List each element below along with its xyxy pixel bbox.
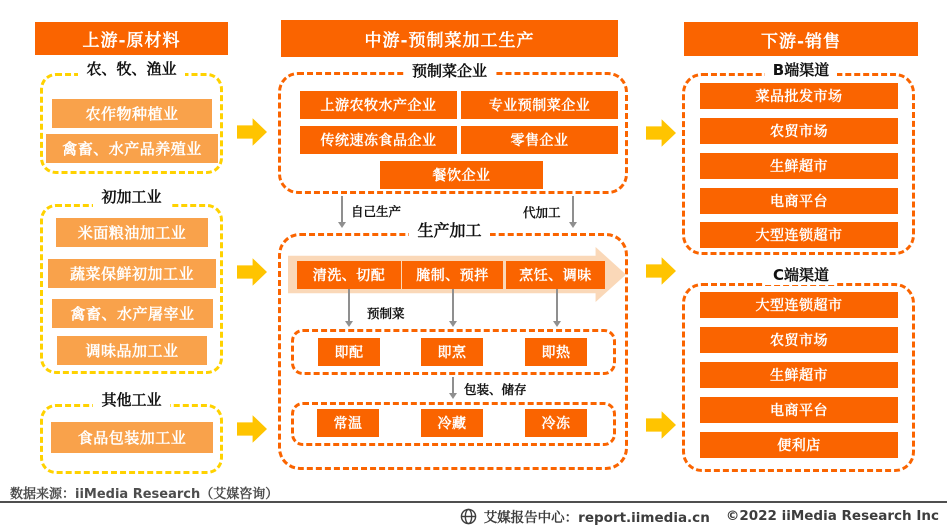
upstream-group-title-primary-processing [35, 188, 228, 207]
flow-arrow-right-icon [237, 257, 267, 287]
report-center-text: 艾媒报告中心：report.iimedia.cn [483, 510, 710, 526]
packaging-storage-label: 包装、储存 [464, 382, 527, 397]
upstream-item: 农作物种植业 [52, 99, 212, 128]
b-channel-item: 电商平台 [700, 188, 898, 214]
upstream-header: 上游-原材料 [35, 22, 228, 55]
process-step: 腌制、预拌 [402, 261, 503, 289]
c-channel-item: 生鲜超市 [700, 362, 898, 388]
storage-mode-item: 冷冻 [525, 409, 587, 437]
processing-group-title-label: 生产加工 [409, 221, 489, 240]
upstream-item: 食品包装加工业 [51, 422, 213, 453]
enterprise-item: 传统速冻食品企业 [300, 126, 457, 154]
c-channel-group-title [684, 266, 918, 285]
flow-arrow-right-icon [646, 256, 676, 286]
flow-arrow-right-icon [237, 117, 267, 147]
upstream-item: 禽畜、水产屠宰业 [52, 299, 213, 328]
enterprise-item: 专业预制菜企业 [461, 91, 618, 119]
upstream-group-title-farming [35, 60, 228, 79]
upstream-group-title-other-industry [35, 391, 228, 410]
c-channel-item: 电商平台 [700, 397, 898, 423]
down-arrow-icon [452, 289, 454, 325]
self-production-label: 自己生产 [351, 204, 402, 219]
enterprise-item: 零售企业 [461, 126, 618, 154]
down-arrow-icon [556, 289, 558, 325]
data-source-text: 数据来源：iiMedia Research（艾媒咨询） [10, 487, 279, 502]
c-channel-item: 便利店 [700, 432, 898, 458]
down-arrow-icon [348, 289, 350, 325]
b-channel-item: 菜品批发市场 [700, 83, 898, 109]
upstream-group-title-farming-label: 农、牧、渔业 [78, 60, 184, 79]
b-channel-group-title-label: B端渠道 [765, 61, 837, 80]
c-channel-item: 农贸市场 [700, 327, 898, 353]
b-channel-item: 大型连锁超市 [700, 222, 898, 248]
premade-dish-label: 预制菜 [367, 306, 405, 321]
midstream-header: 中游-预制菜加工生产 [281, 20, 618, 57]
iimedia-globe-icon [460, 508, 477, 525]
process-step: 烹饪、调味 [506, 261, 605, 289]
storage-mode-item: 冷藏 [421, 409, 483, 437]
flow-arrow-right-icon [646, 118, 676, 148]
enterprise-item: 上游农牧水产企业 [300, 91, 457, 119]
c-channel-group-title-label: C端渠道 [765, 266, 837, 285]
footer-divider [0, 501, 947, 503]
upstream-group-title-other-industry-label: 其他工业 [93, 391, 169, 410]
upstream-group-title-primary-processing-label: 初加工业 [93, 188, 169, 207]
outsourcing-label: 代加工 [523, 205, 561, 220]
flow-arrow-right-icon [646, 410, 676, 440]
b-channel-item: 农贸市场 [700, 118, 898, 144]
enterprises-group-title [281, 62, 618, 81]
flow-arrow-right-icon [237, 414, 267, 444]
processing-group-title [281, 221, 618, 240]
downstream-header: 下游-销售 [684, 22, 918, 56]
footer-branding [460, 506, 939, 526]
copyright-text: ©2022 iiMedia Research Inc [725, 508, 939, 524]
upstream-item: 米面粮油加工业 [56, 218, 208, 247]
upstream-item: 调味品加工业 [57, 336, 207, 365]
ready-type-item: 即配 [318, 338, 380, 366]
b-channel-group-title [684, 61, 918, 80]
storage-mode-item: 常温 [317, 409, 379, 437]
down-arrow-icon [452, 377, 454, 397]
ready-type-item: 即热 [525, 338, 587, 366]
process-step: 清洗、切配 [297, 261, 401, 289]
enterprises-group-title-label: 预制菜企业 [404, 62, 495, 81]
enterprise-item: 餐饮企业 [380, 161, 543, 189]
upstream-item: 禽畜、水产品养殖业 [46, 134, 218, 163]
b-channel-item: 生鲜超市 [700, 153, 898, 179]
ready-type-item: 即烹 [421, 338, 483, 366]
c-channel-item: 大型连锁超市 [700, 292, 898, 318]
upstream-item: 蔬菜保鲜初加工业 [48, 259, 216, 288]
